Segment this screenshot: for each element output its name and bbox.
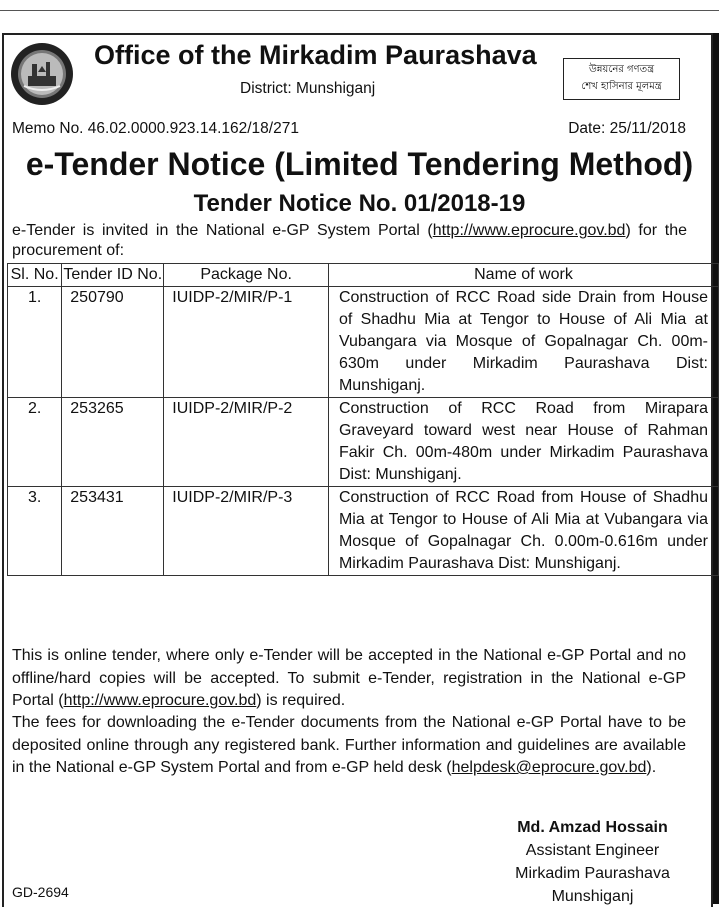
eprocure-link[interactable]: http://www.eprocure.gov.bd: [432, 222, 626, 239]
row-package: IUIDP-2/MIR/P-3: [164, 487, 329, 576]
row-sl: 1.: [8, 287, 62, 398]
slogan-box: [563, 58, 680, 100]
paurashava-seal-logo: [10, 42, 74, 106]
header-package: Package No.: [164, 264, 329, 287]
notice-date: Date: 25/11/2018: [568, 120, 686, 137]
row-sl: 2.: [8, 398, 62, 487]
slogan-line-2: শেখ হাসিনার মূলমন্ত্র: [581, 81, 662, 92]
para2-after: ).: [646, 759, 657, 776]
header-sl: Sl. No.: [8, 264, 62, 287]
row-tender-id: 253265: [62, 398, 164, 487]
para1-after: ) is required.: [256, 692, 346, 709]
notice-title: e-Tender Notice (Limited Tendering Method): [25, 146, 694, 182]
row-sl: 3.: [8, 487, 62, 576]
table-row: [8, 398, 719, 487]
row-tender-id: 250790: [62, 287, 164, 398]
fees-paragraph: [12, 712, 686, 780]
memo-number: Memo No. 46.02.0000.923.14.162/18/271: [12, 120, 299, 137]
row-package: IUIDP-2/MIR/P-1: [164, 287, 329, 398]
signatory-place: Munshiganj: [551, 888, 634, 905]
row-tender-id: 253431: [62, 487, 164, 576]
table-row: [8, 487, 719, 576]
slogan-line-1: উন্নয়নের গণতন্ত্র: [588, 64, 655, 75]
table-row: [8, 287, 719, 398]
office-name: Office of the Mirkadim Paurashava: [94, 40, 537, 70]
table-header-row: [8, 264, 719, 287]
intro-text-before: e-Tender is invited in the National e-GP System Portal (: [12, 222, 433, 239]
row-work: Construction of RCC Road from Mirapara Graveyard toward west near House of Rahman Fakir Ch. 00m-480m under Mirkadim Paurashava Dist: Munshiganj.: [328, 398, 718, 487]
row-package: IUIDP-2/MIR/P-2: [164, 398, 329, 487]
signatory-designation: Assistant Engineer: [525, 842, 660, 859]
row-work: Construction of RCC Road from House of Shadhu Mia at Tengor to House of Ali Mia at Vubangara via Mosque of Gopalnagar Ch. 0.00m-0.616m under Mirkadim Paurashava Dist: Munshiganj.: [328, 487, 718, 576]
district-name: District: Munshiganj: [240, 80, 376, 97]
para1-before: This is online tender, where only e-Tender will be accepted in the National e-GP Portal and no offline/hard copies will be accepted. To submit e-Tender, registration in the National e-GP Portal (: [12, 647, 686, 709]
tender-notice-number: Tender Notice No. 01/2018-19: [193, 190, 526, 217]
intro-line-1: [12, 221, 687, 241]
helpdesk-email-link[interactable]: helpdesk@eprocure.gov.bd: [451, 759, 647, 776]
signatory-office: Mirkadim Paurashava: [515, 865, 670, 882]
intro-line-2: procurement of:: [12, 242, 125, 259]
eprocure-link[interactable]: http://www.eprocure.gov.bd: [63, 692, 257, 709]
signatory-name: Md. Amzad Hossain: [517, 819, 668, 836]
top-rule: [0, 10, 719, 11]
header-work: Name of work: [328, 264, 718, 287]
header-tender-id: Tender ID No.: [62, 264, 164, 287]
intro-text-after: ) for the: [625, 222, 687, 239]
row-work: Construction of RCC Road side Drain from House of Shadhu Mia at Tengor to House of Ali Mia at Vubangara via Mosque of Gopalnagar Ch. 00m-630m under Mirkadim Paurashava Dist: Munshiganj.: [328, 287, 718, 398]
gd-code: GD-2694: [12, 884, 69, 900]
signature-block: [470, 816, 715, 908]
tender-table: [7, 263, 719, 576]
online-tender-paragraph: [12, 645, 686, 713]
para2-before: The fees for downloading the e-Tender documents from the National e-GP Portal have to be deposited online through any registered bank. Further information and guidelines are available in the National e-GP System Portal and from e-GP held desk (: [12, 714, 686, 776]
